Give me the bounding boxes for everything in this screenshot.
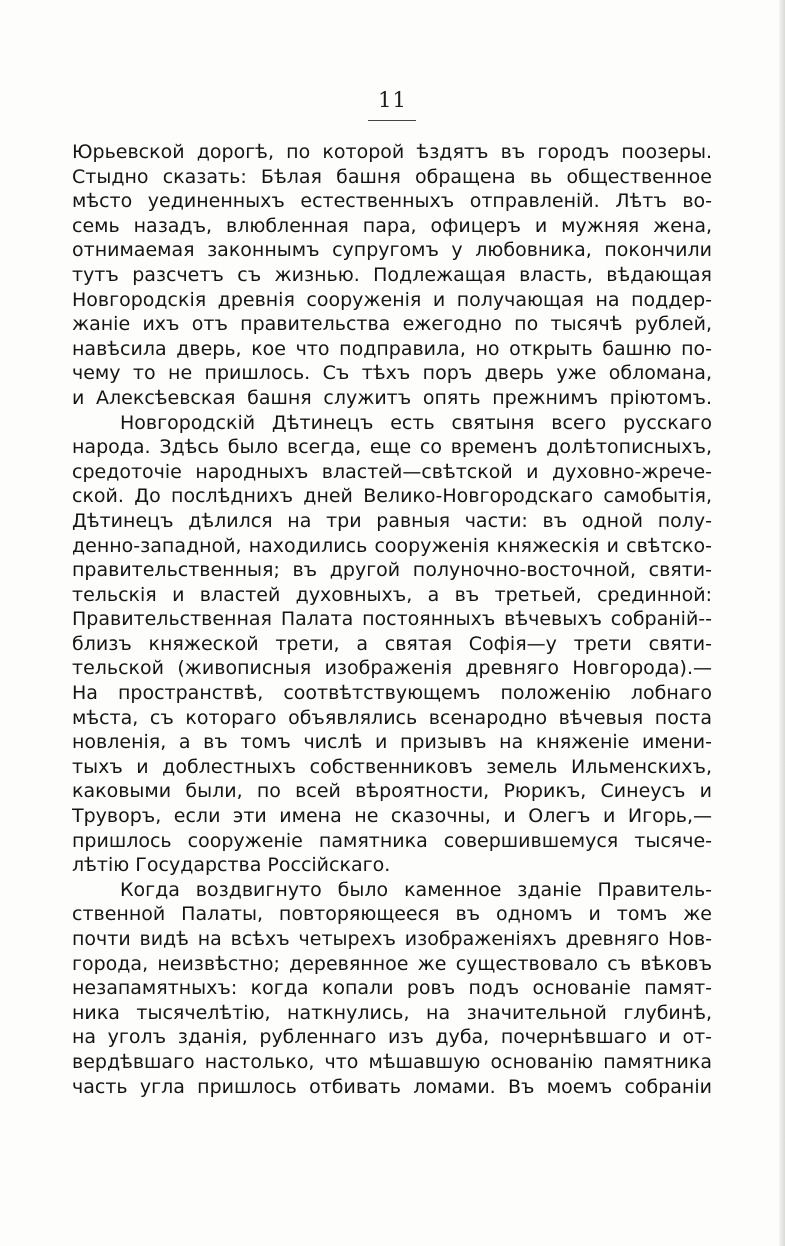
text-line: тельской (живописныя изображенія древняго Новгорода).— bbox=[72, 657, 712, 680]
text-line: каковыми были, по всей вѣроятности, Рюрикъ, Синеусъ и bbox=[72, 780, 712, 803]
text-line: вердѣвшаго настолько, что мѣшавшую основанію памятника bbox=[72, 1050, 712, 1073]
text-line: жаніе ихъ отъ правительства ежегодно по тысячѣ рублей, bbox=[72, 313, 712, 336]
text-line: Труворъ, если эти имена не сказочны, и Олегъ и Игорь,— bbox=[72, 805, 712, 828]
text-line: Правительственная Палата постоянныхъ вѣчевыхъ собраній-- bbox=[72, 608, 712, 631]
text-line: тельскія и властей духовныхъ, а въ третьей, срединной: bbox=[72, 583, 712, 606]
text-line: чему то не пришлось. Съ тѣхъ поръ дверь уже обломана, bbox=[72, 362, 712, 385]
text-line: тутъ разсчетъ съ жизнью. Подлежащая власть, вѣдающая bbox=[72, 263, 712, 286]
text-line: тыхъ и доблестныхъ собственниковъ земель Ильменскихъ, bbox=[72, 755, 712, 778]
text-line: новленія, а въ томъ числѣ и призывъ на княженіе имени- bbox=[72, 731, 712, 754]
text-line: незапамятныхъ: когда копали ровъ подъ основаніе памят- bbox=[72, 977, 712, 1000]
text-line: мѣсто уединенныхъ естественныхъ отправленій. Лѣтъ во- bbox=[72, 190, 712, 213]
text-line: мѣста, съ котораго объявлялись всенародно вѣчевыя поста bbox=[72, 706, 712, 729]
text-line: На пространствѣ, соотвѣтствующемъ положенію лобнаго bbox=[72, 682, 712, 705]
text-line: правительственныя; въ другой полуночно-восточной, святи- bbox=[72, 559, 712, 582]
text-line: ника тысячелѣтію, наткнулись, на значительной глубинѣ, bbox=[72, 1001, 712, 1024]
page-number-rule bbox=[368, 120, 416, 121]
text-line: пришлось сооруженіе памятника совершившемуся тысяче- bbox=[72, 829, 712, 852]
text-line: и Алексѣевская башня служитъ опять прежнимъ пріютомъ. bbox=[72, 386, 712, 409]
text-line: навѣсила дверь, кое что подправила, но открыть башню по- bbox=[72, 337, 712, 360]
page-edge-shadow bbox=[779, 0, 785, 1246]
text-line: ственной Палаты, повторяющееся въ одномъ и томъ же bbox=[72, 903, 712, 926]
text-line: денно-западной, находились сооруженія княжескія и свѣтско- bbox=[72, 534, 712, 557]
text-line: Когда воздвигнуто было каменное зданіе Правитель- bbox=[120, 878, 712, 901]
text-line: Новгородскій Дѣтинецъ есть святыня всего русскаго bbox=[120, 411, 712, 434]
text-line: Новгородскія древнія сооруженія и получающая на поддер- bbox=[72, 288, 712, 311]
text-line: близъ княжеской трети, а святая Софія—у трети святи- bbox=[72, 632, 712, 655]
body-text bbox=[72, 140, 712, 1099]
text-line: на уголъ зданія, рубленнаго изъ дуба, почернѣвшаго и от- bbox=[72, 1026, 712, 1049]
text-line: семь назадъ, влюбленная пара, офицеръ и мужняя жена, bbox=[72, 214, 712, 237]
text-line: средоточіе народныхъ властей—свѣтской и духовно-жрече- bbox=[72, 460, 712, 483]
text-line: народа. Здѣсь было всегда, еще со временъ долѣтописныхъ, bbox=[72, 436, 712, 459]
page-number: 11 bbox=[378, 88, 407, 112]
text-line: ской. До послѣднихъ дней Велико-Новгородскаго самобытія, bbox=[72, 485, 712, 508]
text-line: почти видѣ на всѣхъ четырехъ изображеніяхъ древняго Нов- bbox=[72, 928, 712, 950]
text-line: Стыдно сказать: Бѣлая башня обращена вь общественное bbox=[72, 165, 712, 188]
text-line: Дѣтинецъ дѣлился на три равныя части: въ одной полу- bbox=[72, 509, 712, 532]
text-line: Юрьевской дорогѣ, по которой ѣздятъ въ городъ поозеры. bbox=[72, 141, 712, 163]
text-line: города, неизвѣстно; деревянное же существовало съ вѣковъ bbox=[72, 952, 712, 975]
text-line: отнимаемая законнымъ супругомъ у любовника, покончили bbox=[72, 239, 712, 262]
text-line: часть угла пришлось отбивать ломами. Въ моемъ собраніи bbox=[72, 1075, 712, 1098]
text-line: лѣтію Государства Россійскаго. bbox=[72, 854, 391, 877]
